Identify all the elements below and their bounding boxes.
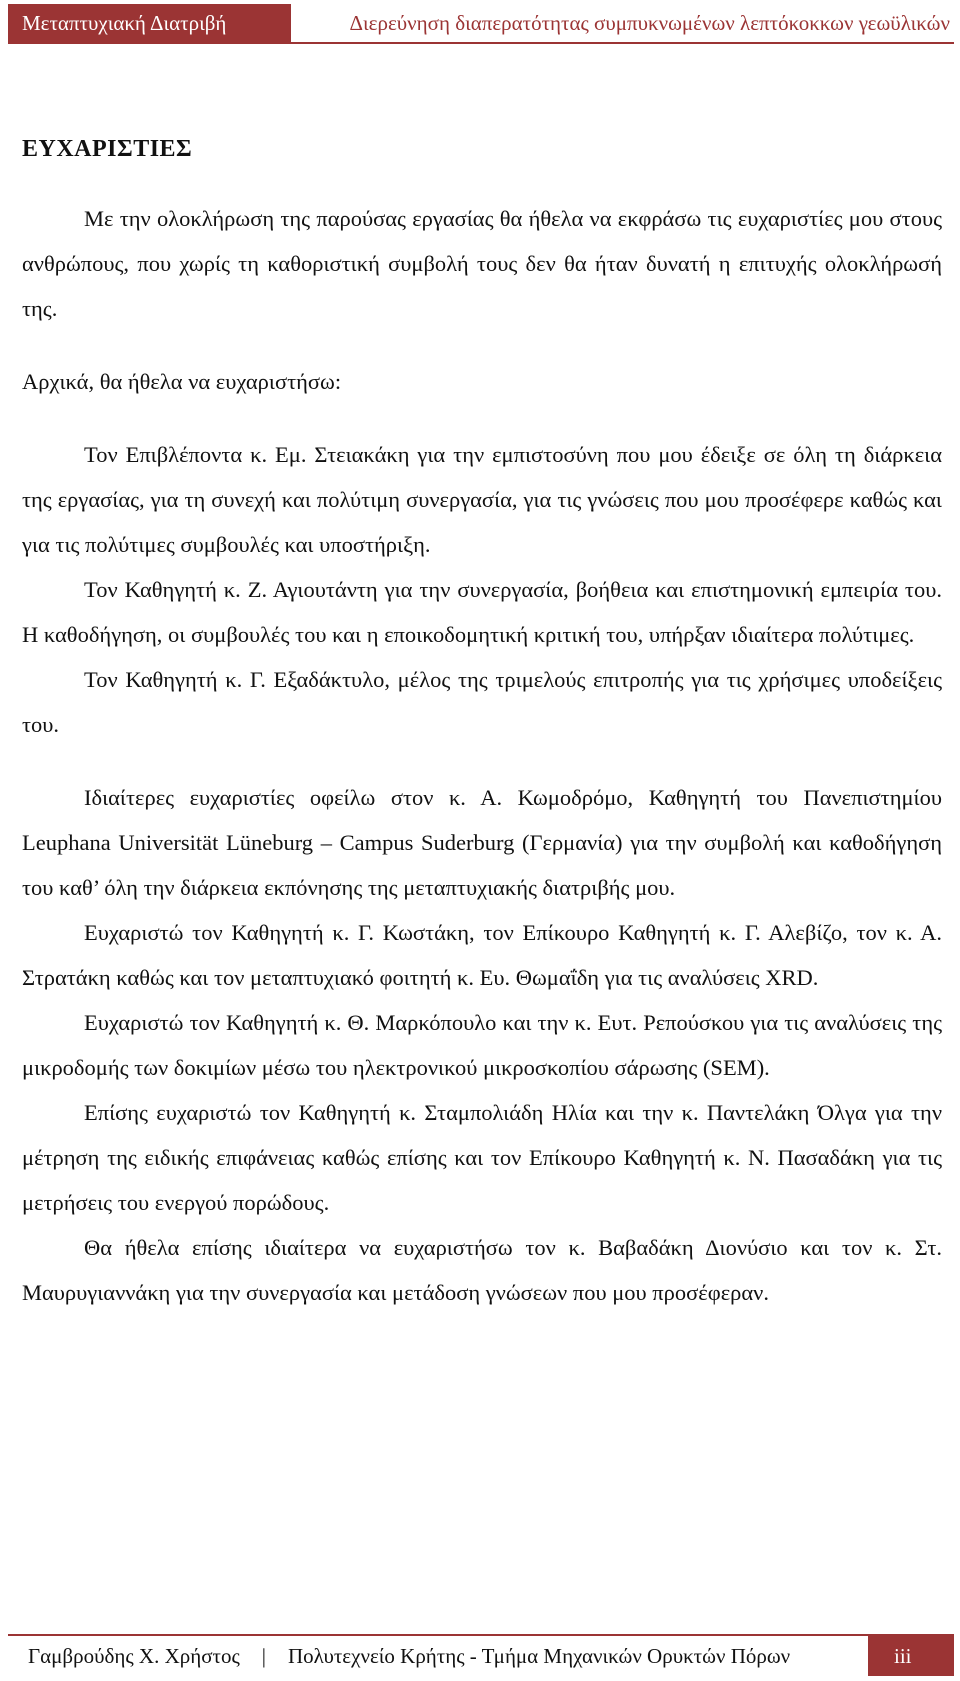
paragraph-surface-porosity: Επίσης ευχαριστώ τον Καθηγητή κ. Σταμπολιάδη Ηλία και την κ. Παντελάκη Όλγα για την μέτρηση της ειδικής επιφάνειας καθώς επίσης και τον Επίκουρο Καθηγητή κ. Ν. Πασαδάκη για τις μετρήσεις του ενεργού πορώδους.	[22, 1100, 942, 1215]
paragraph-professor-exadaktylos: Τον Καθηγητή κ. Γ. Εξαδάκτυλο, μέλος της τριμελούς επιτροπής για τις χρήσιμες υποδείξεις του.	[22, 667, 942, 737]
footer-separator: |	[261, 1643, 266, 1668]
page-header	[8, 4, 954, 44]
paragraph-intro: Με την ολοκλήρωση της παρούσας εργασίας θα ήθελα να εκφράσω τις ευχαριστίες μου στους ανθρώπους, που χωρίς τη καθοριστική συμβολή τους δεν θα ήταν δυνατή η επιτυχής ολοκλήρωσή της.	[22, 206, 942, 321]
section-title: ΕΥΧΑΡΙΣΤΙΕΣ	[22, 136, 193, 162]
paragraph-sem: Ευχαριστώ τον Καθηγητή κ. Θ. Μαρκόπουλο και την κ. Ευτ. Ρεπούσκου για τις αναλύσεις της μικροδομής των δοκιμίων μέσω του ηλεκτρονικού μικροσκοπίου σάρωσης (SEM).	[22, 1010, 942, 1080]
paragraph-lead: Αρχικά, θα ήθελα να ευχαριστήσω:	[22, 369, 342, 394]
document-body	[22, 196, 942, 1315]
page-number: iii	[868, 1636, 954, 1676]
paragraph-special-thanks: Ιδιαίτερες ευχαριστίες οφείλω στον κ. Α. Κωμοδρόμο, Καθηγητή του Πανεπιστημίου Leuphana Universität Lüneburg – Campus Suderburg (Γερμανία) για την συμβολή και καθοδήγηση του καθ’ όλη την διάρκεια εκπόνησης της μεταπτυχιακής διατριβής μου.	[22, 785, 942, 900]
footer-institution: Πολυτεχνείο Κρήτης - Τμήμα Μηχανικών Ορυκτών Πόρων	[288, 1643, 791, 1668]
footer-credits	[8, 1644, 868, 1669]
paragraph-supervisor: Τον Επιβλέποντα κ. Εμ. Στειακάκη για την εμπιστοσύνη που μου έδειξε σε όλη τη διάρκεια της εργασίας, για τη συνεχή και πολύτιμη συνεργασία, για τις γνώσεις που μου προσέφερε καθώς και για τις πολύτιμες συμβουλές και υποστήριξη.	[22, 442, 942, 557]
header-thesis-title: Διερεύνηση διαπερατότητας συμπυκνωμένων λεπτόκοκκων γεωϋλικών	[349, 11, 950, 35]
page-footer	[8, 1634, 954, 1676]
footer-author: Γαμβρούδης Χ. Χρήστος	[28, 1643, 240, 1668]
paragraph-professor-agioutantis: Τον Καθηγητή κ. Ζ. Αγιουτάντη για την συνεργασία, βοήθεια και επιστημονική εμπειρία του. Η καθοδήγηση, οι συμβουλές του και η εποικοδομητική κριτική του, υπήρξαν ιδιαίτερα πολύτιμες.	[22, 577, 942, 647]
paragraph-final-thanks: Θα ήθελα επίσης ιδιαίτερα να ευχαριστήσω τον κ. Βαβαδάκη Διονύσιο και τον κ. Στ. Μαυρυγιαννάκη για την συνεργασία και μετάδοση γνώσεων που μου προσέφεραν.	[22, 1235, 942, 1305]
header-thesis-type: Μεταπτυχιακή Διατριβή	[8, 4, 291, 42]
paragraph-xrd: Ευχαριστώ τον Καθηγητή κ. Γ. Κωστάκη, τον Επίκουρο Καθηγητή κ. Γ. Αλεβίζο, τον κ. Α. Στρατάκη καθώς και τον μεταπτυχιακό φοιτητή κ. Ευ. Θωμαΐδη για τις αναλύσεις XRD.	[22, 920, 942, 990]
